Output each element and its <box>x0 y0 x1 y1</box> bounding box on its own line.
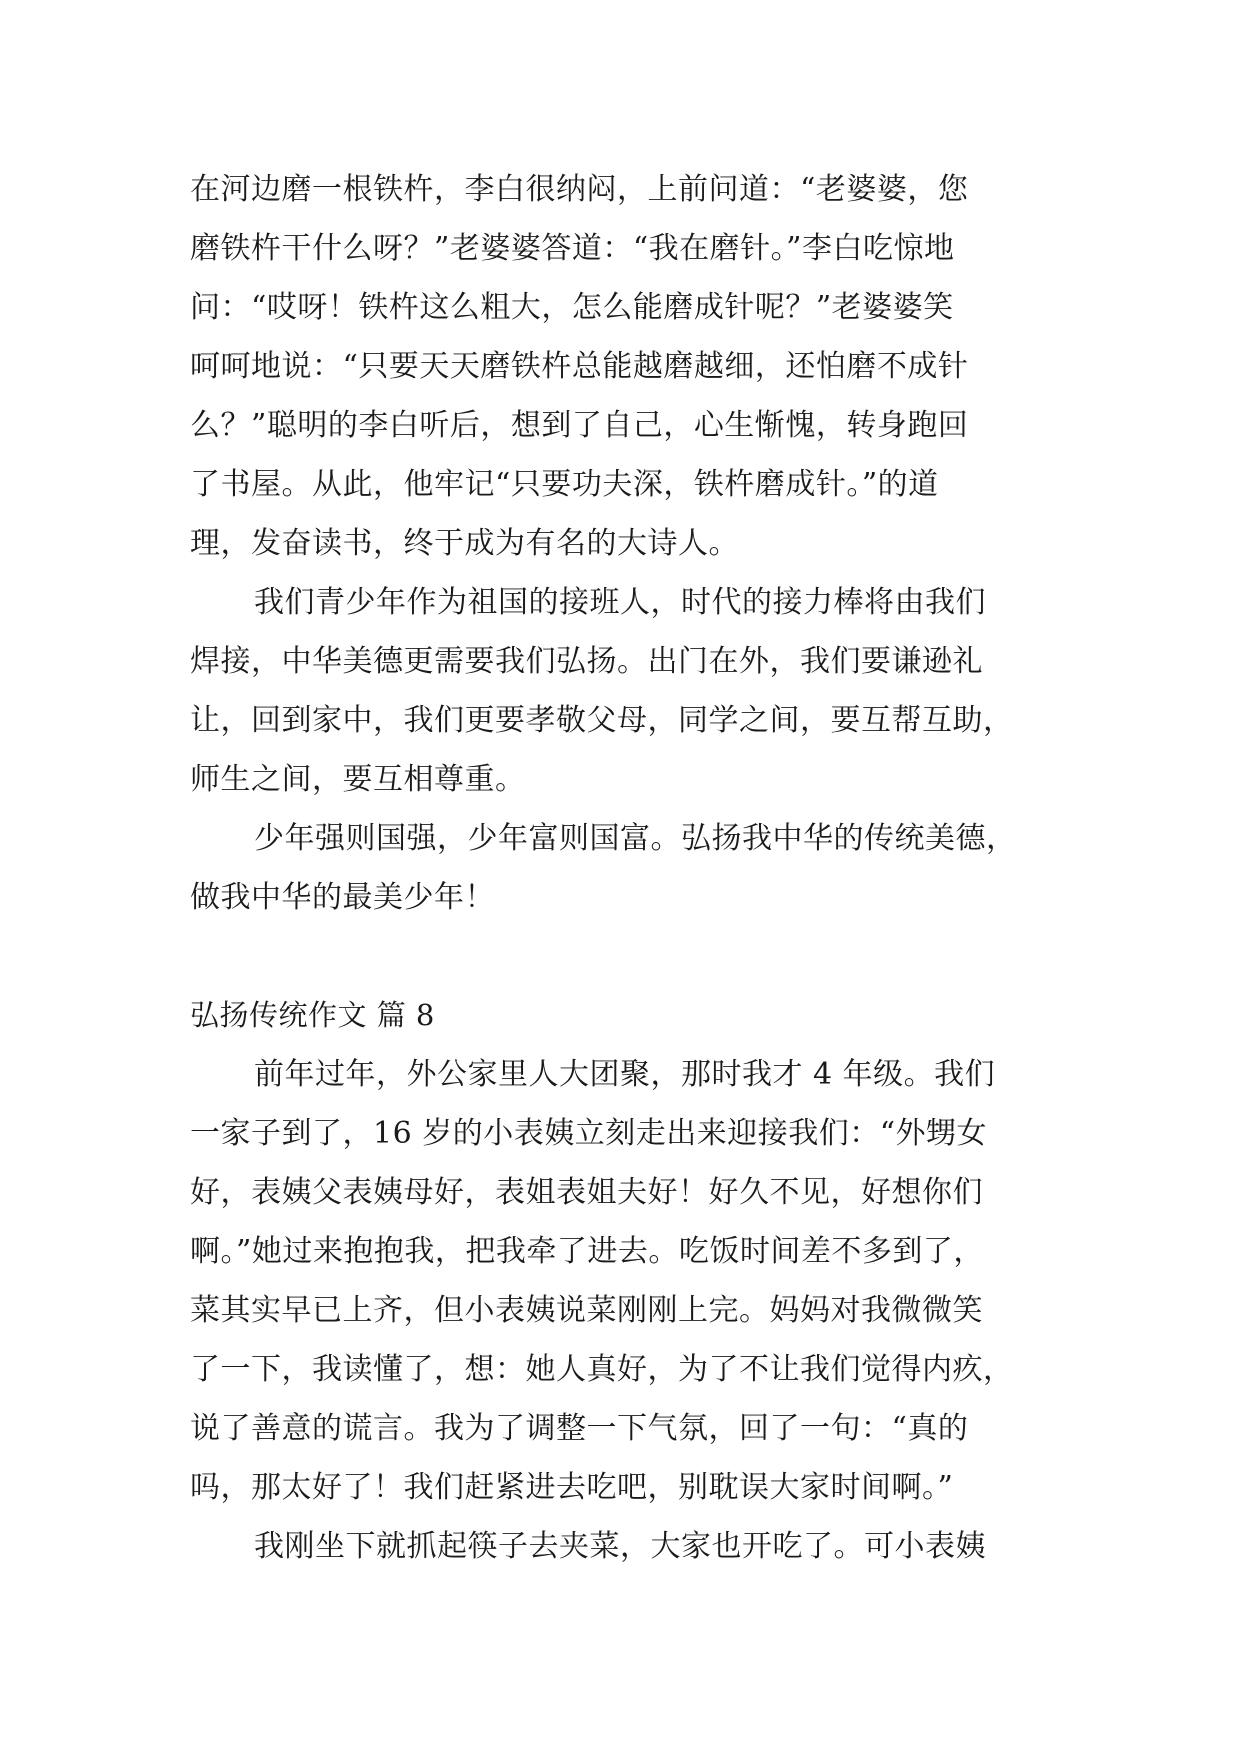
text-line: 理，发奋读书，终于成为有名的大诗人。 <box>190 526 739 561</box>
text-line: 我们青少年作为祖国的接班人，时代的接力棒将由我们 <box>254 585 986 620</box>
text-line: 师生之间，要互相尊重。 <box>190 762 526 797</box>
text-line: 好，表姨父表姨母好，表姐表姐夫好！好久不见，好想你们 <box>190 1175 983 1210</box>
text-line: 菜其实早已上齐，但小表姨说菜刚刚上完。妈妈对我微微笑 <box>190 1293 983 1328</box>
text-line: 焊接，中华美德更需要我们弘扬。出门在外，我们要谦逊礼 <box>190 644 983 679</box>
text-line: 我刚坐下就抓起筷子去夹菜，大家也开吃了。可小表姨 <box>254 1529 986 1564</box>
text-line: 呵呵地说：“只要天天磨铁杵总能越磨越细，还怕磨不成针 <box>190 349 969 384</box>
text-line: 么？”聪明的李白听后，想到了自己，心生惭愧，转身跑回 <box>190 408 969 443</box>
paragraph-youth-responsibility <box>190 573 1052 809</box>
text-line: 啊。”她过来抱抱我，把我牵了进去。吃饭时间差不多到了， <box>190 1234 984 1269</box>
text-line: 了一下，我读懂了，想：她人真好，为了不让我们觉得内疚， <box>190 1352 1014 1387</box>
text-line: 让，回到家中，我们更要孝敬父母，同学之间，要互帮互助， <box>190 703 1014 738</box>
text-line: 做我中华的最美少年！ <box>190 880 495 915</box>
paragraph-new-year-gathering <box>190 1045 1052 1517</box>
text-line: 吗，那太好了！我们赶紧进去吃吧，别耽误大家时间啊。” <box>190 1470 954 1505</box>
text-line: 少年强则国强，少年富则国富。弘扬我中华的传统美德， <box>254 821 1017 856</box>
document-body <box>190 160 1052 1576</box>
text-line: 前年过年，外公家里人大团聚，那时我才 4 年级。我们 <box>254 1057 996 1092</box>
text-line: 问：“哎呀！铁杵这么粗大，怎么能磨成针呢？”老婆婆笑 <box>190 290 954 325</box>
paragraph-dinner <box>190 1517 1052 1576</box>
text-line: 了书屋。从此，他牢记“只要功夫深，铁杵磨成针。”的道 <box>190 467 939 502</box>
paragraph-li-bai-story <box>190 160 1052 573</box>
text-line: 在河边磨一根铁杵，李白很纳闷，上前问道：“老婆婆，您 <box>190 172 969 207</box>
text-line: 说了善意的谎言。我为了调整一下气氛，回了一句：“真的 <box>190 1411 969 1446</box>
paragraph-conclusion <box>190 809 1052 927</box>
section-title: 弘扬传统作文 篇 8 <box>190 998 435 1032</box>
text-line: 一家子到了，16 岁的小表姨立刻走出来迎接我们：“外甥女 <box>190 1116 988 1151</box>
text-line: 磨铁杵干什么呀？”老婆婆答道：“我在磨针。”李白吃惊地 <box>190 231 955 266</box>
